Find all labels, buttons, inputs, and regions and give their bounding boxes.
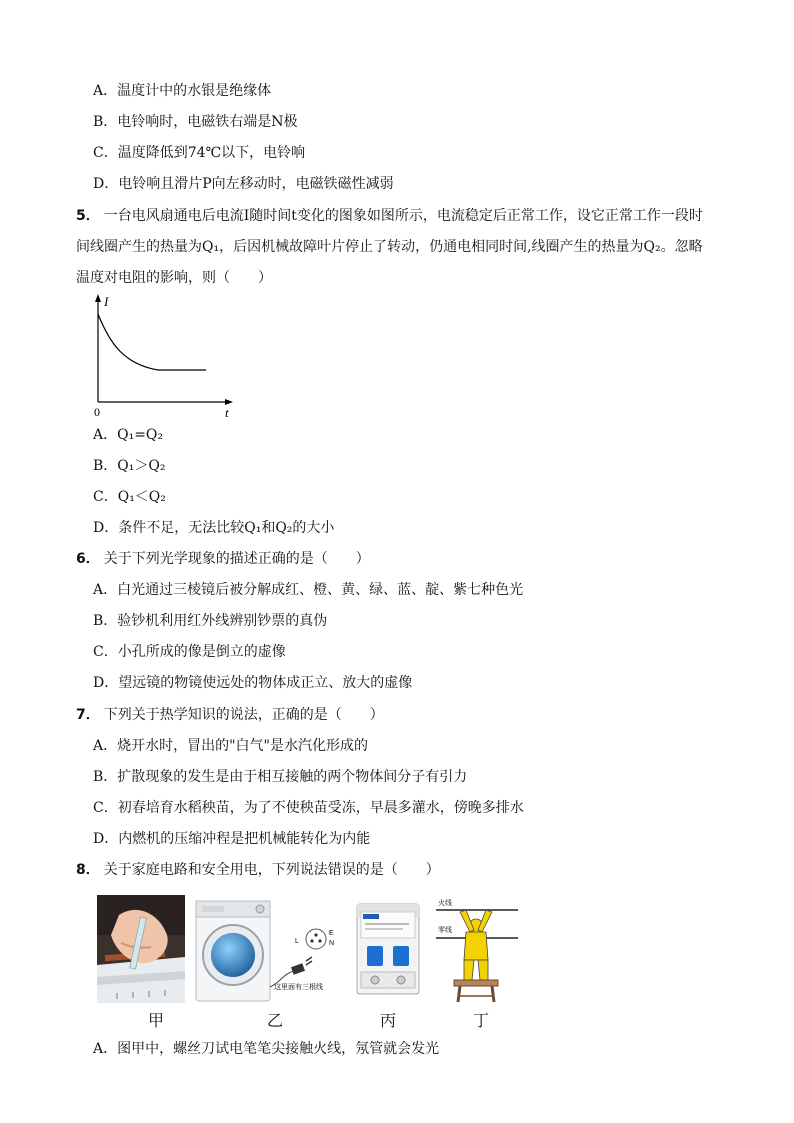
q7-text: 下列关于热学知识的说法，正确的是（ ） (103, 707, 384, 723)
q5-stem-line3: 温度对电阻的影响，则（ ） (76, 270, 272, 286)
q8-option-a: A．图甲中，螺丝刀试电笔笔尖接触火线，氖管就会发光 (93, 1041, 440, 1057)
y-axis-label: I (104, 294, 109, 309)
q6-text: 关于下列光学现象的描述正确的是（ ） (103, 551, 370, 567)
figure-yi-washing-machine (194, 897, 342, 1003)
socket-label-n: N (329, 940, 335, 947)
socket-label-l: L (295, 938, 299, 945)
q4-option-a: A．温度计中的水银是绝缘体 (93, 83, 272, 99)
q5-stem-line1 (76, 206, 703, 226)
q6-option-b: B．验钞机利用红外线辨别钞票的真伪 (93, 613, 328, 629)
q8-text: 关于家庭电路和安全用电，下列说法错误的是（ ） (103, 862, 440, 878)
neutral-wire-label: 零线 (438, 926, 452, 934)
figure-ding-electric-shock (436, 896, 518, 1004)
three-wires-note: 这里面有三根线 (274, 983, 323, 991)
origin-label: 0 (94, 405, 100, 419)
q7-option-d: D．内燃机的压缩冲程是把机械能转化为内能 (93, 831, 371, 847)
q5-number: 5． (76, 208, 100, 224)
q5-option-d: D．条件不足，无法比较Q₁和Q₂的大小 (93, 520, 335, 536)
y-axis-arrow (95, 294, 101, 302)
q6-option-c: C．小孔所成的像是倒立的虚像 (93, 644, 286, 660)
q5-stem-line2: 间线圈产生的热量为Q₁，后因机械故障叶片停止了转动，仍通电相同时间,线圈产生的热量为Q₂。忽略 (76, 239, 703, 255)
q6-option-d: D．望远镜的物镜使远处的物体成正立、放大的虚像 (93, 675, 413, 691)
q8-stem (76, 860, 440, 880)
caption-jia: 甲 (147, 1011, 164, 1030)
q7-option-b: B．扩散现象的发生是由于相互接触的两个物体间分子有引力 (93, 769, 468, 785)
q6-number: 6． (76, 551, 100, 567)
current-curve (98, 314, 206, 370)
q7-number: 7． (76, 707, 100, 723)
q5-option-c: C．Q₁＜Q₂ (93, 489, 166, 505)
live-wire-label: 火线 (438, 899, 452, 907)
q7-option-a: A．烧开水时，冒出的"白气"是水汽化形成的 (93, 738, 368, 754)
q7-option-c: C．初春培育水稻秧苗，为了不使秧苗受冻，早晨多灌水，傍晚多排水 (93, 800, 524, 816)
x-axis-label: t (225, 405, 229, 420)
figure-bing-circuit-breaker (355, 902, 421, 996)
plug-icon (291, 963, 305, 975)
q5-option-b: B．Q₁＞Q₂ (93, 458, 166, 474)
person-icon (460, 910, 492, 980)
q6-stem (76, 549, 370, 569)
caption-yi: 乙 (266, 1011, 283, 1030)
q4-option-b: B．电铃响时，电磁铁右端是N极 (93, 114, 298, 130)
q5-option-a: A．Q₁=Q₂ (93, 427, 164, 443)
q6-option-a: A．白光通过三棱镜后被分解成红、橙、黄、绿、蓝、靛、紫七种色光 (93, 582, 524, 598)
q5-text-1: 一台电风扇通电后电流I随时间t变化的图象如图所示，电流稳定后正常工作，设它正常工作一段时 (103, 208, 703, 224)
q4-option-c: C．温度降低到74℃以下，电铃响 (93, 145, 306, 161)
caption-bing: 丙 (379, 1011, 396, 1030)
stool-seat (454, 980, 498, 986)
q8-number: 8． (76, 862, 100, 878)
socket-label-e: E (329, 930, 334, 937)
q4-option-d: D．电铃响且滑片P向左移动时，电磁铁磁性减弱 (93, 176, 394, 192)
q7-stem (76, 705, 384, 725)
caption-ding: 丁 (472, 1011, 489, 1030)
current-time-graph (88, 292, 238, 420)
figure-jia-test-pencil (97, 895, 185, 1003)
